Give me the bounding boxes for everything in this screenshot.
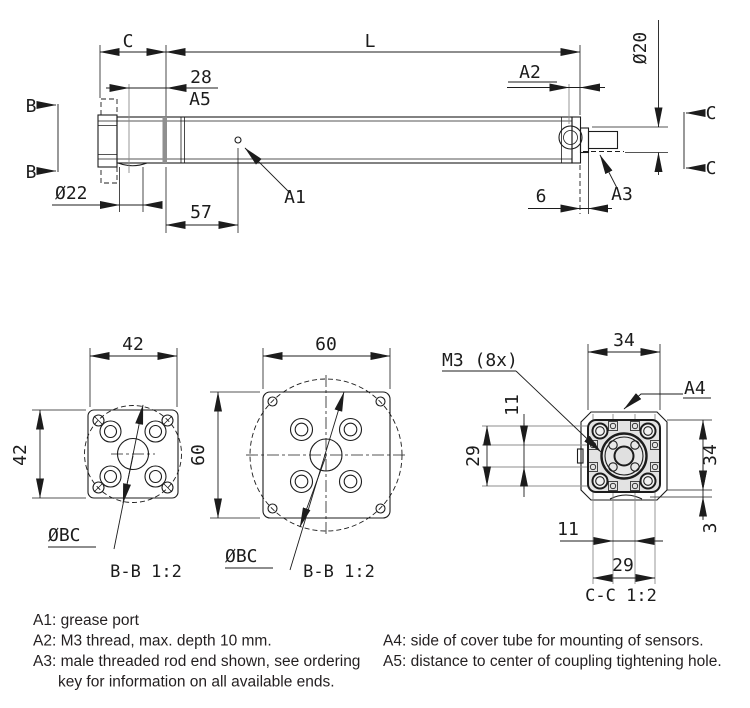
dim-dia22-label: Ø22 <box>55 183 88 204</box>
caption-bb-60: B-B 1:2 <box>303 562 375 582</box>
note-a1: A1: grease port <box>33 612 139 629</box>
dim-dia22 <box>52 167 162 212</box>
dim-c-label: C <box>122 31 134 52</box>
dim-cc-right-3: 3 <box>700 522 721 534</box>
thread-hatch <box>559 126 582 149</box>
dim-28-label: 28 <box>190 67 212 88</box>
label-a1: A1 <box>284 187 306 208</box>
dim-a2 <box>507 62 605 124</box>
dim-l-label: L <box>364 31 376 52</box>
bolt-circle-label-42: ØBC <box>48 525 81 546</box>
threaded-rod-end <box>589 132 618 149</box>
note-a2: A2: M3 thread, max. depth 10 mm. <box>33 632 272 650</box>
label-a3: A3 <box>611 184 633 205</box>
dim-cc-left-11: 11 <box>502 394 523 416</box>
section-b-label-top: B <box>25 96 37 117</box>
flange-view-42 <box>10 334 182 582</box>
end-cap <box>572 117 581 163</box>
callout-a3 <box>600 155 633 205</box>
dim-dia20-label: Ø20 <box>630 31 651 65</box>
flange-hidden-corner-bottom <box>101 167 117 183</box>
callout-a1 <box>245 148 306 208</box>
side-view <box>26 20 717 233</box>
cc-sensor-slot <box>578 449 584 463</box>
section-mark-b <box>26 96 58 183</box>
label-a2: A2 <box>519 62 541 83</box>
notes <box>33 612 722 691</box>
flange-hidden-corner-top <box>101 99 117 115</box>
cover-tube <box>117 117 572 163</box>
dim-cc-left-29: 29 <box>463 445 484 467</box>
dim-57-label: 57 <box>190 202 212 223</box>
dim-42-width: 42 <box>122 334 144 355</box>
section-view-cc <box>442 330 721 606</box>
label-a4: A4 <box>684 378 706 399</box>
grease-port <box>235 137 241 143</box>
dim-c <box>100 31 166 52</box>
dim-cc-bottom-11: 11 <box>557 519 579 540</box>
dim-cc-top <box>588 330 660 410</box>
bolt-circle-label-60: ØBC <box>225 546 258 567</box>
section-c-label-bottom: C <box>705 158 717 179</box>
section-mark-c <box>684 103 716 179</box>
dim-57 <box>166 148 238 233</box>
dim-cc-left <box>463 394 524 497</box>
callout-a4 <box>624 378 711 409</box>
coupling-band <box>163 117 168 163</box>
dim-60-width: 60 <box>315 334 337 355</box>
bolt-circle-callout-42 <box>48 405 143 549</box>
dim-cc-right-34: 34 <box>700 444 721 466</box>
caption-cc: C-C 1:2 <box>585 586 657 606</box>
dim-cc-top-label: 34 <box>613 330 635 351</box>
label-a5: A5 <box>189 89 211 110</box>
flange-view-60 <box>188 334 406 582</box>
dim-6-label: 6 <box>535 186 547 207</box>
dim-6 <box>528 153 612 214</box>
note-a3-line2: key for information on all available ends. <box>58 673 335 691</box>
section-c-label-top: C <box>705 103 717 124</box>
cc-coupling <box>602 434 647 479</box>
dim-cc-bottom-29: 29 <box>612 555 634 576</box>
note-a4: A4: side of cover tube for mounting of sensors. <box>383 632 704 650</box>
dim-28-a5 <box>106 67 218 173</box>
dim-cc-bottom <box>557 519 663 578</box>
dim-60-height: 60 <box>188 444 209 466</box>
dim-42-height: 42 <box>10 444 31 466</box>
dim-l <box>166 31 580 52</box>
note-a3-line1: A3: male threaded rod end shown, see ordering <box>33 653 361 670</box>
section-b-label-bottom: B <box>25 162 37 183</box>
label-m3: M3 (8x) <box>442 350 518 371</box>
caption-bb-42: B-B 1:2 <box>110 562 182 582</box>
note-a5: A5: distance to center of coupling tightening hole. <box>383 653 722 670</box>
